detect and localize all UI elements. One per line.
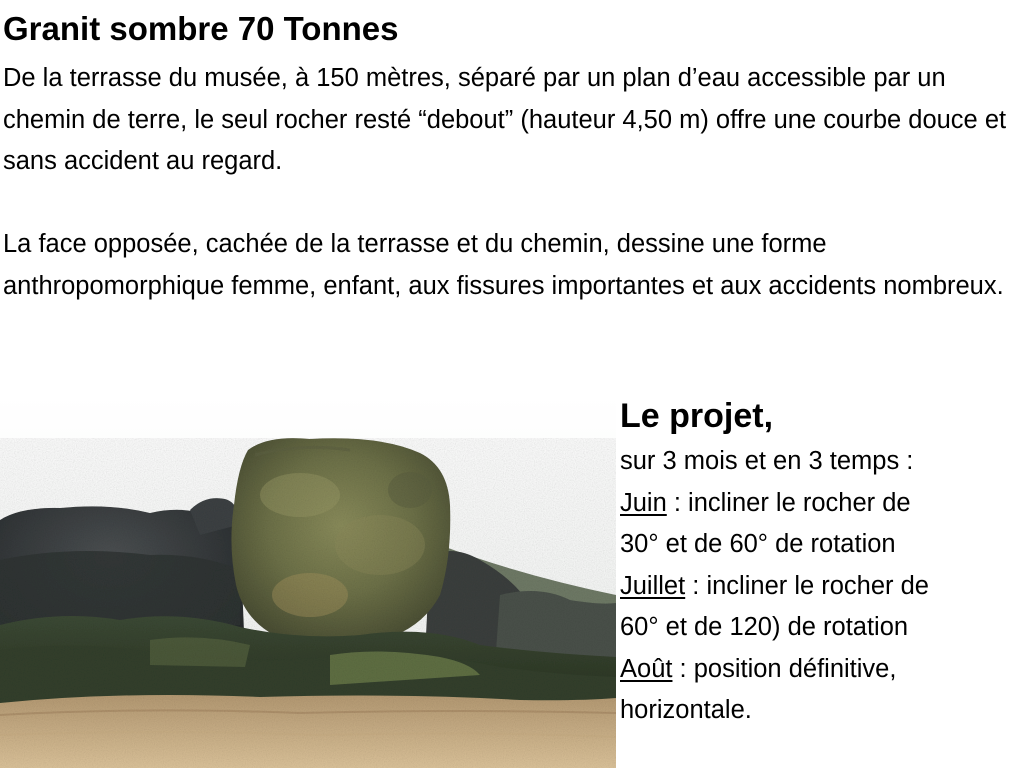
june-line-2: 30° et de 60° de rotation [620, 530, 896, 558]
june-label: Juin [620, 488, 667, 517]
project-section [620, 392, 1020, 732]
project-heading: Le projet, [620, 397, 774, 435]
june-step [620, 483, 1020, 525]
august-line-1: : position définitive, [672, 654, 897, 683]
intro-text [3, 58, 1018, 307]
project-subheading: sur 3 mois et en 3 temps : [620, 447, 914, 475]
august-line-2: horizontale. [620, 696, 752, 724]
august-label: Août [620, 654, 673, 683]
august-step [620, 649, 1020, 691]
july-label: Juillet [620, 571, 686, 600]
granite-rock-photo-drawing [0, 395, 616, 768]
granite-rock-photo [0, 395, 616, 768]
intro-paragraph-1: De la terrasse du musée, à 150 mètres, séparé par un plan d’eau accessible par un chemin de terre, le seul rocher resté “debout” (hauteur 4,50 m) offre une courbe douce et sans accident au regard. [3, 64, 1007, 175]
july-line-2: 60° et de 120) de rotation [620, 613, 909, 641]
project-schedule [620, 441, 1020, 732]
july-line-1: : incliner le rocher de [685, 571, 929, 600]
june-line-1: : incliner le rocher de [666, 488, 911, 517]
intro-paragraph-2: La face opposée, cachée de la terrasse et du chemin, dessine une forme anthropomorphique femme, enfant, aux fissures importantes et aux accidents nombreux. [3, 230, 1004, 300]
slide-title: Granit sombre 70 Tonnes [3, 10, 399, 47]
july-step [620, 566, 1020, 608]
